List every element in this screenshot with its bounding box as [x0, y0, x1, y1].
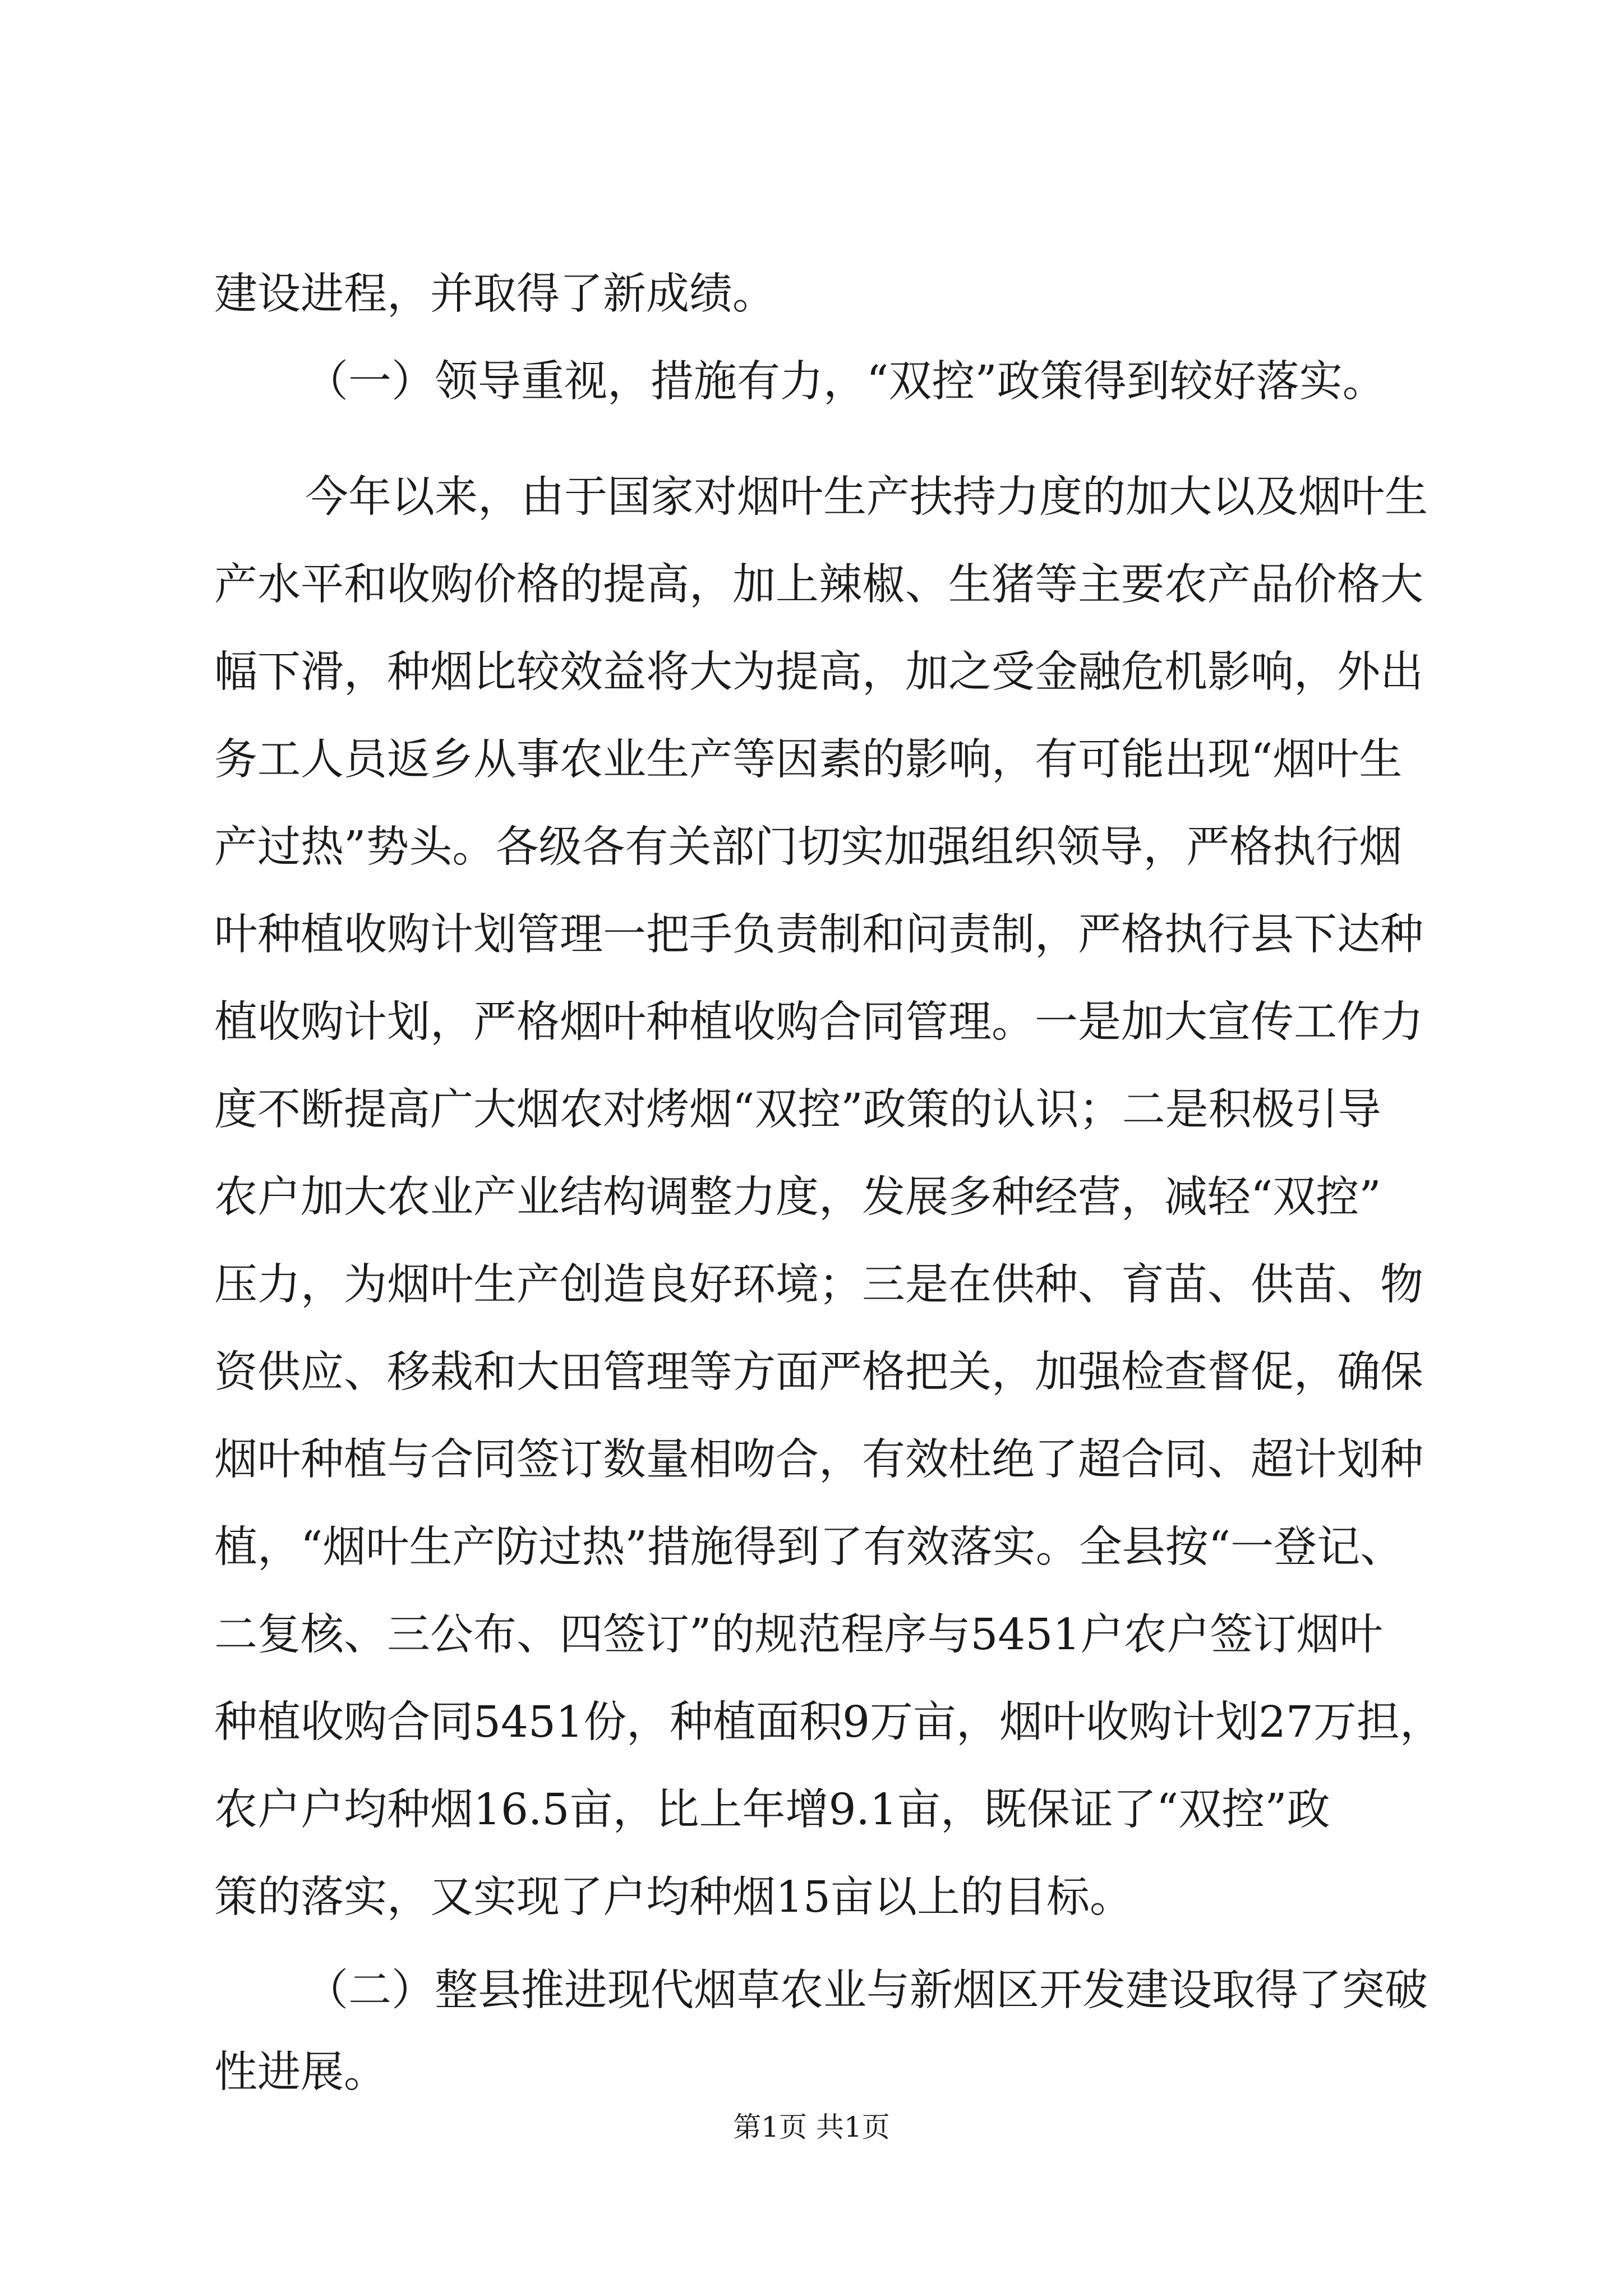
text-line-15: 植，“烟叶生产防过热”措施得到了有效落实。全县按“一登记、 — [214, 1522, 1404, 1572]
text-line-4: 产水平和收购价格的提高，加上辣椒、生猪等主要农产品价格大 — [214, 560, 1423, 610]
text-line-14: 烟叶种植与合同签订数量相吻合，有效杜绝了超合同、超计划种 — [214, 1435, 1423, 1485]
text-line-18: 农户户均种烟16.5亩，比上年增9.1亩，既保证了“双控”政 — [214, 1785, 1330, 1835]
section-heading-1: （一）领导重视，措施有力，“双控”政策得到较好落实。 — [305, 357, 1386, 407]
text-line-19: 策的落实，又实现了户均种烟15亩以上的目标。 — [214, 1872, 1133, 1922]
text-line-16: 二复核、三公布、四签订”的规范程序与5451户农户签订烟叶 — [214, 1610, 1383, 1660]
text-line-17: 种植收购合同5451份，种植面积9万亩，烟叶收购计划27万担， — [214, 1697, 1443, 1747]
text-line-5: 幅下滑，种烟比较效益将大为提高，加之受金融危机影响，外出 — [214, 647, 1423, 697]
text-line-1: 建设进程，并取得了新成绩。 — [214, 269, 776, 319]
text-line-10: 度不断提高广大烟农对烤烟“双控”政策的认识；二是积极引导 — [214, 1085, 1381, 1135]
text-line-9: 植收购计划，严格烟叶种植收购合同管理。一是加大宣传工作力 — [214, 997, 1423, 1047]
text-line-11: 农户加大农业产业结构调整力度，发展多种经营，减轻“双控” — [214, 1172, 1381, 1222]
text-line-12: 压力，为烟叶生产创造良好环境；三是在供种、育苗、供苗、物 — [214, 1260, 1423, 1310]
page-footer: 第1页 共1页 — [733, 2111, 890, 2143]
text-line-3: 今年以来，由于国家对烟叶生产扶持力度的加大以及烟叶生 — [305, 472, 1428, 522]
text-line-7: 产过热”势头。各级各有关部门切实加强组织领导，严格执行烟 — [214, 822, 1403, 872]
section-heading-2: （二）整县推进现代烟草农业与新烟区开发建设取得了突破 — [305, 1966, 1428, 2016]
text-line-13: 资供应、移栽和大田管理等方面严格把关，加强检查督促，确保 — [214, 1347, 1423, 1397]
text-line-6: 务工人员返乡从事农业生产等因素的影响，有可能出现“烟叶生 — [214, 735, 1403, 785]
text-line-21: 性进展。 — [214, 2047, 387, 2097]
text-line-8: 叶种植收购计划管理一把手负责制和问责制，严格执行县下达种 — [214, 910, 1423, 960]
